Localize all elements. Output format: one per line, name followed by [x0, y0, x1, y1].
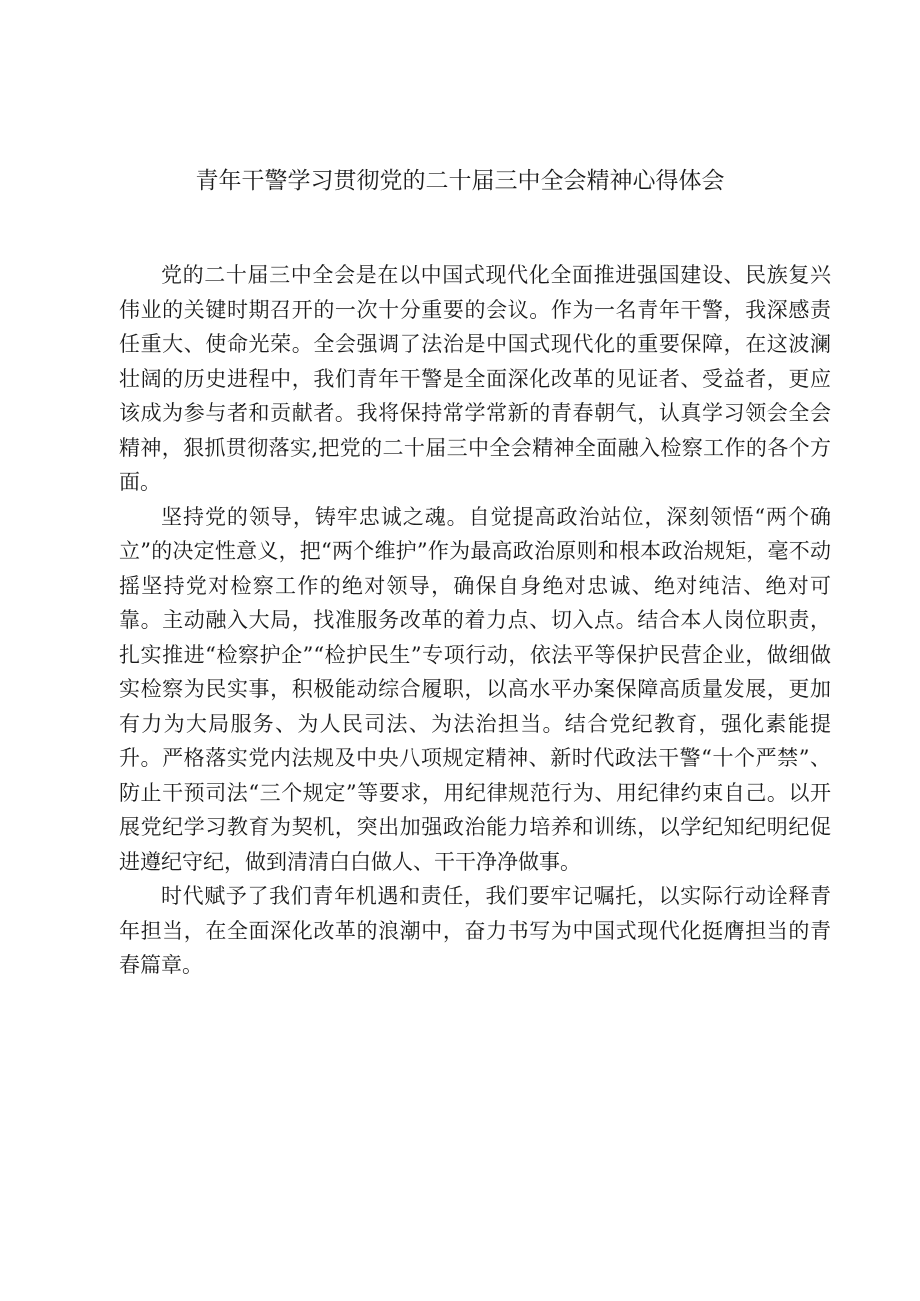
paragraph-party-leadership: 坚持党的领导，铸牢忠诚之魂。自觉提高政治站位，深刻领悟“两个确立”的决定性意义，把“两个维护”作为最高政治原则和根本政治规矩，毫不动摇坚持党对检察工作的绝对领导，确保自身绝对忠诚、绝对纯洁、绝对可靠。主动融入大局，找准服务改革的着力点、切入点。结合本人岗位职责，扎实推进“检察护企”“检护民生”专项行动，依法平等保护民营企业，做细做实检察为民实事，积极能动综合履职，以高水平办案保障高质量发展，更加有力为大局服务、为人民司法、为法治担当。结合党纪教育，强化素能提升。严格落实党内法规及中央八项规定精神、新时代政法干警“十个严禁”、防止干预司法“三个规定”等要求，用纪律规范行为、用纪律约束自己。以开展党纪学习教育为契机，突出加强政治能力培养和训练，以学纪知纪明纪促进遵纪守纪，做到清清白白做人、干干净净做事。: [119, 504, 831, 874]
document-body: [119, 258, 831, 983]
document-title: 青年干警学习贯彻党的二十届三中全会精神心得体会: [195, 168, 725, 194]
paragraph-intro: 党的二十届三中全会是在以中国式现代化全面推进强国建设、民族复兴伟业的关键时期召开的一次十分重要的会议。作为一名青年干警，我深感责任重大、使命光荣。全会强调了法治是中国式现代化的重要保障，在这波澜壮阔的历史进程中，我们青年干警是全面深化改革的见证者、受益者，更应该成为参与者和贡献者。我将保持常学常新的青春朝气，认真学习领会全会精神，狠抓贯彻落实,把党的二十届三中全会精神全面融入检察工作的各个方面。: [119, 263, 831, 494]
paragraph-conclusion: 时代赋予了我们青年机遇和责任，我们要牢记嘱托，以实际行动诠释青年担当，在全面深化改革的浪潮中，奋力书写为中国式现代化挺膺担当的青春篇章。: [119, 884, 831, 977]
